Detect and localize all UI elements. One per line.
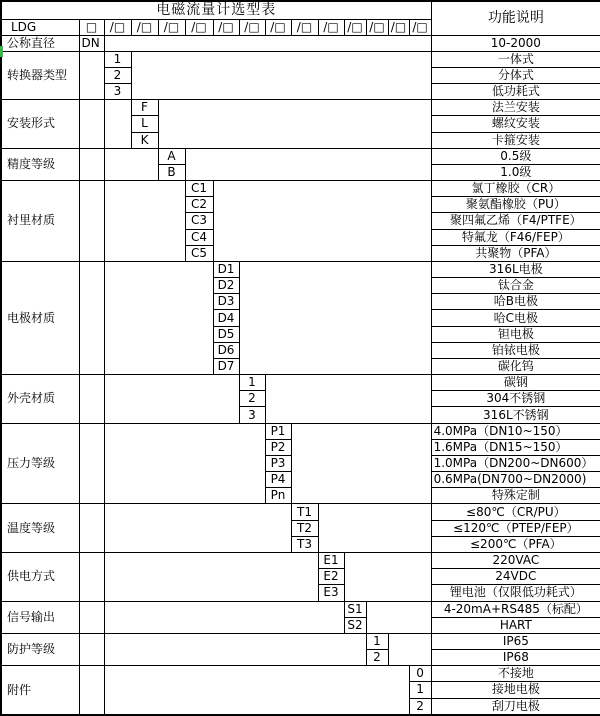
spacer-cell: [104, 100, 131, 149]
spacer-cell: [79, 666, 104, 715]
left-edge-green-artifact: [0, 46, 3, 57]
code-cell: P1: [265, 423, 291, 439]
spacer-cell: [265, 375, 431, 424]
code-cell: C3: [185, 213, 213, 229]
spacer-cell: [344, 553, 431, 602]
code-cell: 3: [239, 407, 265, 423]
desc-cell: 10-2000: [431, 35, 600, 51]
desc-cell: IP65: [431, 633, 600, 649]
code-cell: 1: [366, 633, 388, 649]
code-cell: 0: [409, 666, 431, 682]
spacer-cell: [104, 35, 431, 51]
slash-box-placeholder: /□: [318, 19, 344, 35]
desc-cell: 分体式: [431, 67, 600, 83]
desc-cell: ≤80℃（CR/PU）: [431, 504, 600, 520]
desc-cell: 24VDC: [431, 569, 600, 585]
code-cell: 2: [239, 391, 265, 407]
code-cell: L: [131, 116, 158, 132]
spacer-cell: [366, 601, 431, 633]
code-cell: D7: [213, 358, 239, 374]
code-cell: E2: [318, 569, 344, 585]
desc-cell: 卡箍安装: [431, 132, 600, 148]
spacer-cell: [104, 601, 344, 633]
code-cell: P2: [265, 439, 291, 455]
slash-box-placeholder: /□: [104, 19, 131, 35]
spacer-cell: [104, 181, 185, 262]
group-label-power-supply: 供电方式: [1, 553, 79, 602]
desc-cell: 碳钢: [431, 375, 600, 391]
desc-cell: 共聚物（PFA）: [431, 245, 600, 261]
group-label-temperature: 温度等级: [1, 504, 79, 553]
desc-cell: 螺纹安装: [431, 116, 600, 132]
desc-cell: 锂电池（仅限低功耗式）: [431, 585, 600, 601]
code-cell: D3: [213, 294, 239, 310]
code-cell: F: [131, 100, 158, 116]
spacer-cell: [104, 666, 409, 715]
spacer-cell: [291, 423, 431, 504]
code-cell: K: [131, 132, 158, 148]
desc-cell: 钽电极: [431, 326, 600, 342]
code-cell: C5: [185, 245, 213, 261]
slash-box-placeholder: /□: [388, 19, 409, 35]
spacer-cell: [104, 375, 239, 424]
spacer-cell: [104, 504, 291, 553]
group-label-housing: 外壳材质: [1, 375, 79, 424]
code-cell: C2: [185, 197, 213, 213]
desc-cell: ≤200℃（PFA）: [431, 536, 600, 552]
desc-cell: 聚四氟乙烯（F4/PTFE）: [431, 213, 600, 229]
code-cell: 2: [366, 650, 388, 666]
code-cell: 3: [104, 84, 131, 100]
group-label-lining: 衬里材质: [1, 181, 79, 262]
code-cell: C4: [185, 229, 213, 245]
desc-cell: 304不锈钢: [431, 391, 600, 407]
slash-box-placeholder: /□: [344, 19, 366, 35]
code-cell: 1: [409, 682, 431, 698]
desc-cell: 220VAC: [431, 553, 600, 569]
desc-cell: 4.0MPa（DN10~150）: [431, 423, 600, 439]
code-cell: 2: [409, 698, 431, 715]
code-cell: E3: [318, 585, 344, 601]
code-cell: D4: [213, 310, 239, 326]
group-label-converter-type: 转换器类型: [1, 51, 79, 100]
desc-cell: 1.0MPa（DN200~DN600）: [431, 455, 600, 471]
desc-cell: 哈C电极: [431, 310, 600, 326]
desc-cell: 钛合金: [431, 278, 600, 294]
spacer-cell: [104, 261, 213, 374]
group-label-diameter: 公称直径: [1, 35, 79, 51]
spacer-cell: [79, 504, 104, 553]
desc-cell: 316L电极: [431, 261, 600, 277]
code-cell: D6: [213, 342, 239, 358]
code-cell: P3: [265, 455, 291, 471]
spacer-cell: [318, 504, 431, 553]
desc-cell: 氯丁橡胶（CR）: [431, 181, 600, 197]
spacer-cell: [213, 181, 431, 262]
spacer-cell: [79, 423, 104, 504]
desc-cell: 316L不锈钢: [431, 407, 600, 423]
desc-cell: HART: [431, 617, 600, 633]
function-column-header: 功能说明: [431, 1, 600, 35]
spacer-cell: [185, 148, 431, 180]
slash-box-placeholder: /□: [366, 19, 388, 35]
spacer-cell: [158, 100, 431, 149]
desc-cell: 接地电极: [431, 682, 600, 698]
model-prefix: LDG: [1, 19, 79, 35]
spacer-cell: [239, 261, 431, 374]
group-label-accessories: 附件: [1, 666, 79, 715]
group-label-pressure: 压力等级: [1, 423, 79, 504]
desc-cell: 0.5级: [431, 148, 600, 164]
group-label-signal-output: 信号输出: [1, 601, 79, 633]
spacer-cell: [131, 51, 431, 100]
slash-box-placeholder: /□: [213, 19, 239, 35]
slash-box-placeholder: /□: [265, 19, 291, 35]
slash-box-placeholder: /□: [185, 19, 213, 35]
desc-cell: 一体式: [431, 51, 600, 67]
code-cell: A: [158, 148, 185, 164]
desc-cell: 聚氨酯橡胶（PU）: [431, 197, 600, 213]
desc-cell: 特氟龙（F46/FEP）: [431, 229, 600, 245]
spacer-cell: [104, 148, 158, 180]
code-cell: 2: [104, 67, 131, 83]
spacer-cell: [388, 633, 431, 665]
desc-cell: 不接地: [431, 666, 600, 682]
spacer-cell: [104, 423, 265, 504]
spacer-cell: [79, 51, 104, 100]
slash-box-placeholder: /□: [131, 19, 158, 35]
code-cell: S1: [344, 601, 366, 617]
slash-box-placeholder: /□: [239, 19, 265, 35]
code-cell: Pn: [265, 488, 291, 504]
code-cell: D5: [213, 326, 239, 342]
desc-cell: 法兰安装: [431, 100, 600, 116]
code-cell: DN: [79, 35, 104, 51]
code-cell: P4: [265, 472, 291, 488]
code-cell: B: [158, 164, 185, 180]
code-cell: T1: [291, 504, 318, 520]
desc-cell: ≤120℃（PTEP/FEP）: [431, 520, 600, 536]
group-label-protection: 防护等级: [1, 633, 79, 665]
slash-box-placeholder: /□: [158, 19, 185, 35]
slash-box-placeholder: /□: [409, 19, 431, 35]
desc-cell: 0.6MPa(DN700~DN2000): [431, 472, 600, 488]
spacer-cell: [79, 100, 104, 149]
spacer-cell: [79, 633, 104, 665]
desc-cell: 1.0级: [431, 164, 600, 180]
desc-cell: 4-20mA+RS485（标配）: [431, 601, 600, 617]
slash-box-placeholder: /□: [291, 19, 318, 35]
table-title: 电磁流量计选型表: [1, 1, 431, 19]
spacer-cell: [79, 601, 104, 633]
code-box-placeholder: □: [79, 19, 104, 35]
code-cell: E1: [318, 553, 344, 569]
desc-cell: 刮刀电极: [431, 698, 600, 715]
spacer-cell: [104, 553, 318, 602]
spacer-cell: [104, 633, 366, 665]
desc-cell: 特殊定制: [431, 488, 600, 504]
spacer-cell: [79, 553, 104, 602]
code-cell: 1: [104, 51, 131, 67]
group-label-accuracy: 精度等级: [1, 148, 79, 180]
code-cell: D1: [213, 261, 239, 277]
desc-cell: 1.6MPa（DN15~150）: [431, 439, 600, 455]
spacer-cell: [79, 261, 104, 374]
code-cell: 1: [239, 375, 265, 391]
spacer-cell: [79, 148, 104, 180]
desc-cell: IP68: [431, 650, 600, 666]
code-cell: T2: [291, 520, 318, 536]
group-label-mounting: 安装形式: [1, 100, 79, 149]
code-cell: C1: [185, 181, 213, 197]
desc-cell: 碳化钨: [431, 358, 600, 374]
desc-cell: 哈B电极: [431, 294, 600, 310]
spacer-cell: [79, 375, 104, 424]
code-cell: D2: [213, 278, 239, 294]
code-cell: S2: [344, 617, 366, 633]
group-label-electrode: 电极材质: [1, 261, 79, 374]
code-cell: T3: [291, 536, 318, 552]
desc-cell: 低功耗式: [431, 84, 600, 100]
spacer-cell: [79, 181, 104, 262]
desc-cell: 铂铱电极: [431, 342, 600, 358]
